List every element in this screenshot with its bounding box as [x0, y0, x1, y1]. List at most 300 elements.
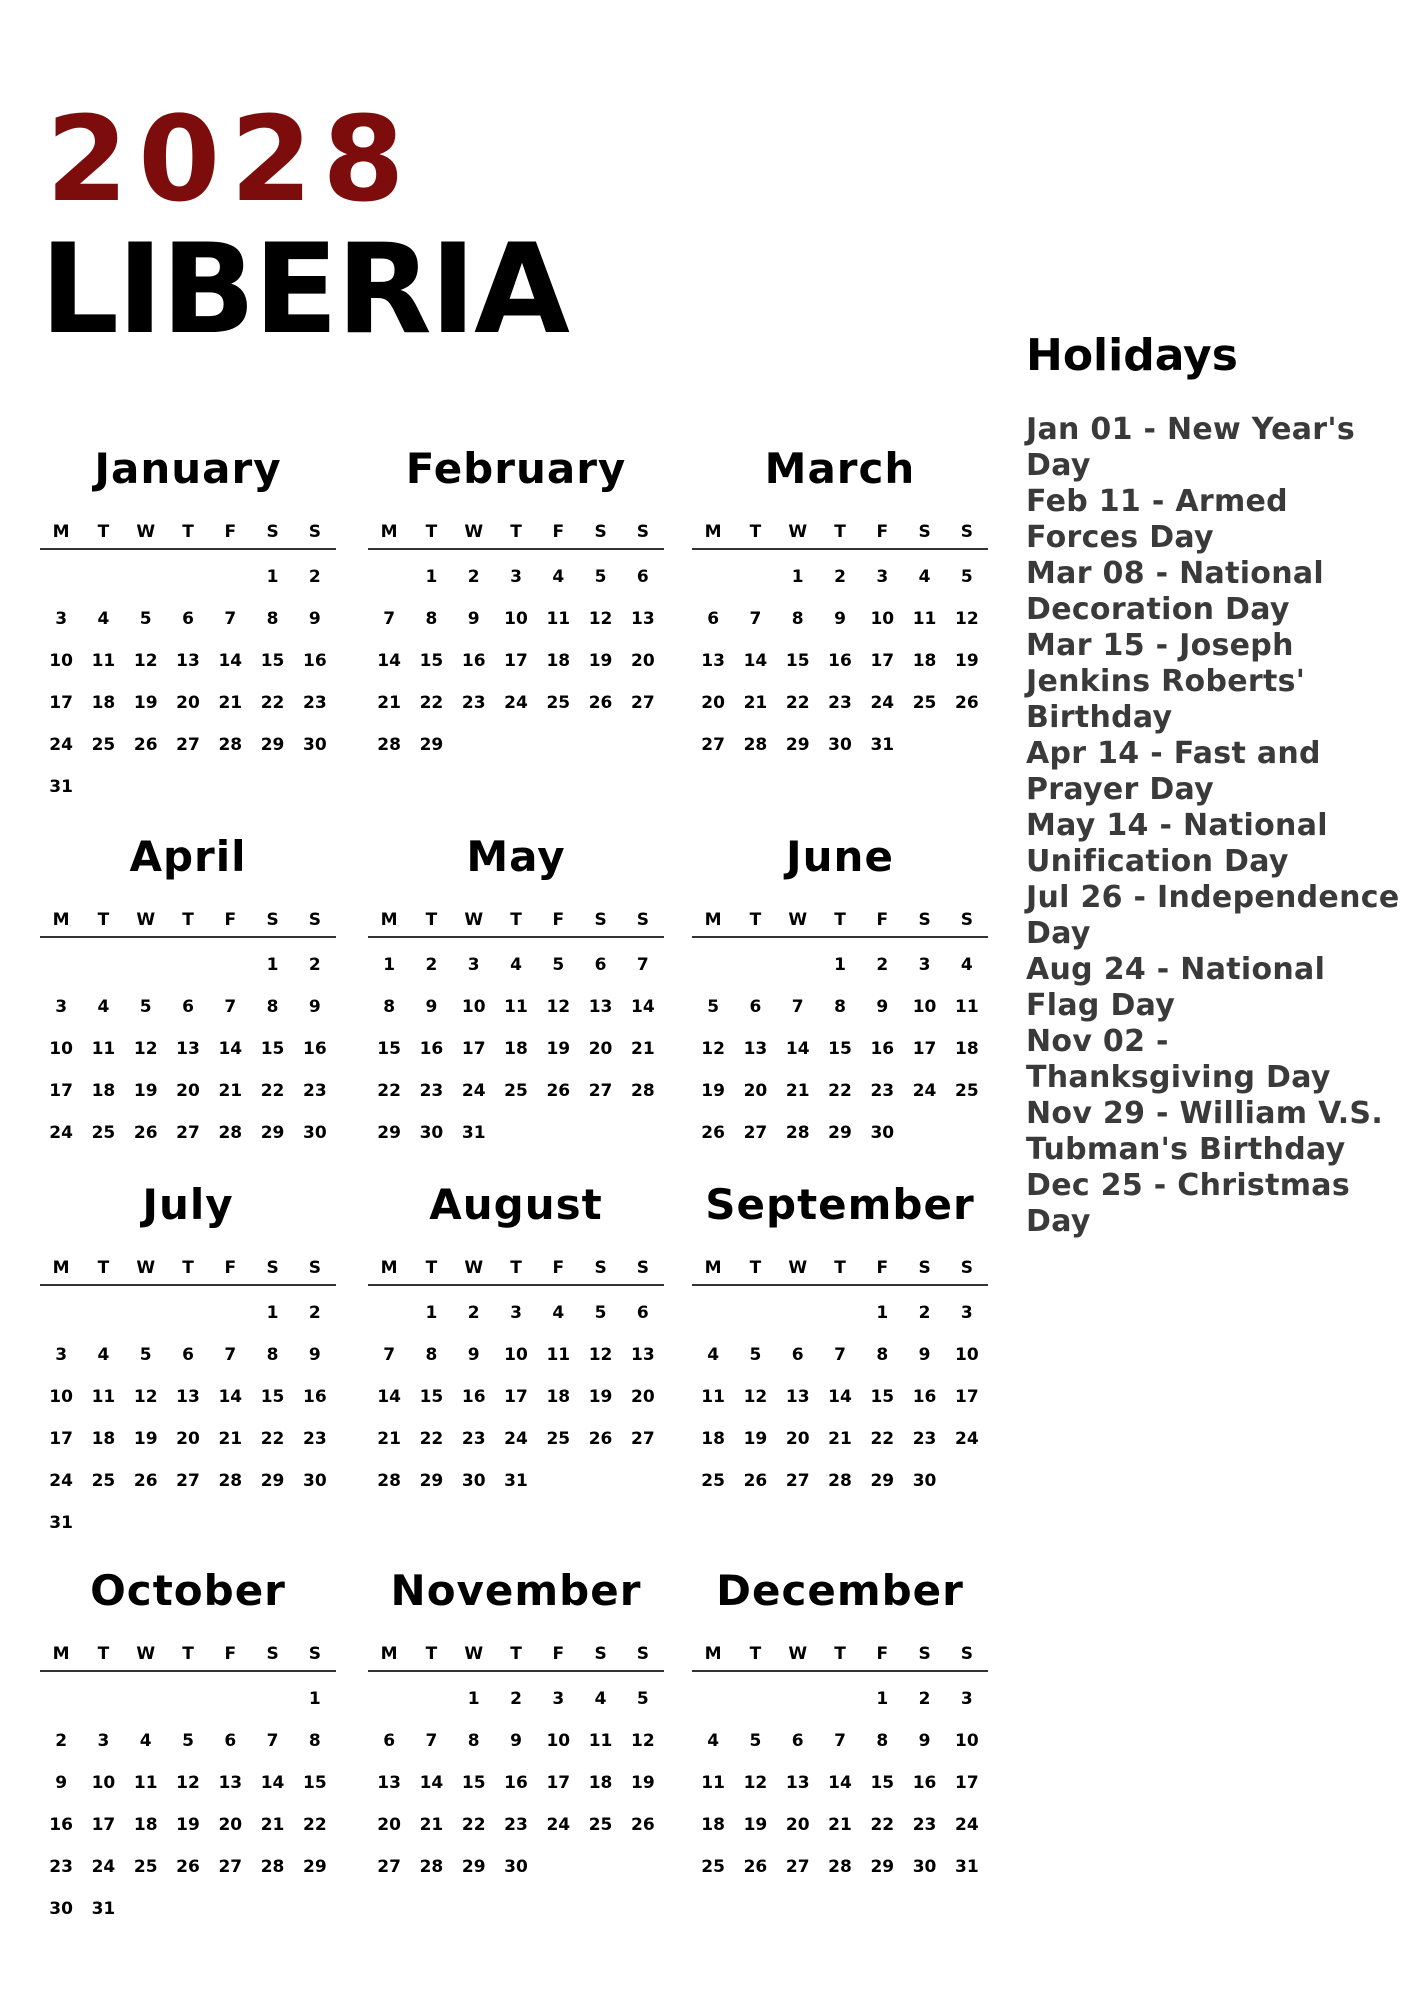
- day-number: 22: [303, 1815, 327, 1835]
- weekday-label: T: [97, 910, 110, 930]
- day-number: 7: [834, 1345, 846, 1365]
- day-grid: [692, 556, 988, 766]
- day-number: 17: [870, 651, 895, 671]
- empty-cell: [40, 944, 82, 986]
- day-number: 12: [133, 651, 158, 671]
- day-number: 22: [870, 1429, 895, 1449]
- day-number: 11: [504, 997, 528, 1017]
- day-number: 14: [260, 1773, 285, 1793]
- day-number: 31: [504, 1471, 528, 1491]
- day-number: 27: [218, 1857, 243, 1877]
- day-number: 26: [955, 693, 979, 713]
- day-number: 23: [461, 693, 486, 713]
- day-number: 6: [749, 997, 762, 1017]
- day-number: 13: [218, 1773, 243, 1793]
- day-number: 2: [876, 955, 889, 975]
- weekday-label: T: [182, 1644, 194, 1664]
- empty-cell: [82, 1678, 124, 1720]
- day-number: 13: [377, 1773, 401, 1793]
- day-number: 14: [743, 651, 768, 671]
- day-number: 3: [960, 1303, 973, 1323]
- day-number: 2: [308, 1303, 321, 1323]
- day-number: 21: [828, 1815, 852, 1835]
- day-number: 3: [918, 955, 931, 975]
- day-number: 28: [785, 1123, 810, 1143]
- day-number: 7: [383, 609, 396, 629]
- day-number: 7: [266, 1731, 279, 1751]
- weekday-label: F: [876, 910, 889, 930]
- day-number: 7: [224, 997, 237, 1017]
- day-number: 13: [631, 609, 655, 629]
- month-name: October: [90, 1566, 286, 1615]
- empty-cell: [777, 1292, 819, 1334]
- weekday-header: [368, 1252, 664, 1286]
- day-number: 25: [504, 1081, 528, 1101]
- day-number: 4: [707, 1731, 720, 1751]
- day-number: 17: [504, 1387, 528, 1407]
- day-number: 31: [461, 1123, 486, 1143]
- day-number: 15: [870, 1387, 895, 1407]
- day-number: 4: [97, 997, 110, 1017]
- day-number: 23: [870, 1081, 895, 1101]
- day-number: 24: [912, 1081, 937, 1101]
- day-number: 24: [870, 693, 895, 713]
- empty-cell: [40, 1292, 82, 1334]
- day-grid: [40, 944, 336, 1154]
- day-number: 5: [594, 1303, 607, 1323]
- day-number: 17: [546, 1773, 571, 1793]
- day-number: 1: [876, 1689, 889, 1709]
- day-number: 25: [912, 693, 937, 713]
- day-number: 28: [377, 1471, 401, 1491]
- day-number: 12: [701, 1039, 725, 1059]
- empty-cell: [410, 1678, 452, 1720]
- weekday-label: T: [749, 1258, 762, 1278]
- day-number: 21: [785, 1081, 810, 1101]
- weekday-label: F: [224, 1258, 237, 1278]
- day-number: 13: [176, 1387, 200, 1407]
- day-number: 30: [912, 1471, 937, 1491]
- day-number: 27: [176, 1471, 200, 1491]
- day-number: 22: [260, 1429, 285, 1449]
- day-number: 4: [918, 567, 931, 587]
- day-number: 28: [377, 735, 401, 755]
- day-number: 4: [960, 955, 973, 975]
- day-number: 11: [91, 651, 116, 671]
- day-number: 23: [828, 693, 852, 713]
- day-number: 19: [701, 1081, 725, 1101]
- day-number: 12: [588, 1345, 613, 1365]
- month-name: May: [466, 832, 566, 881]
- empty-cell: [40, 556, 82, 598]
- day-number: 18: [588, 1773, 613, 1793]
- day-number: 27: [701, 735, 725, 755]
- day-number: 17: [955, 1387, 979, 1407]
- day-number: 15: [461, 1773, 486, 1793]
- day-number: 3: [55, 1345, 68, 1365]
- weekday-label: F: [552, 910, 565, 930]
- day-number: 6: [182, 609, 194, 629]
- day-number: 5: [139, 609, 152, 629]
- weekday-label: S: [636, 1644, 649, 1664]
- day-number: 20: [631, 651, 655, 671]
- day-number: 10: [955, 1731, 979, 1751]
- holiday-item: Nov 29 - William V.S. Tubman's Birthday: [1026, 1096, 1384, 1167]
- day-number: 29: [260, 735, 285, 755]
- weekday-label: S: [918, 1258, 931, 1278]
- weekday-label: S: [960, 1258, 973, 1278]
- day-number: 2: [510, 1689, 522, 1709]
- day-number: 30: [870, 1123, 895, 1143]
- day-number: 1: [425, 1303, 438, 1323]
- day-number: 14: [218, 1039, 243, 1059]
- day-number: 18: [504, 1039, 528, 1059]
- day-number: 1: [467, 1689, 480, 1709]
- weekday-label: M: [704, 522, 722, 542]
- day-number: 31: [955, 1857, 979, 1877]
- day-number: 10: [49, 651, 73, 671]
- day-number: 15: [303, 1773, 327, 1793]
- weekday-header: [692, 1638, 988, 1672]
- day-number: 11: [133, 1773, 158, 1793]
- day-number: 7: [425, 1731, 438, 1751]
- weekday-label: F: [552, 1258, 565, 1278]
- weekday-label: S: [266, 522, 279, 542]
- day-number: 8: [791, 609, 804, 629]
- year-heading: 2028: [46, 90, 415, 228]
- day-number: 30: [303, 735, 327, 755]
- day-number: 27: [785, 1857, 810, 1877]
- day-number: 22: [419, 1429, 444, 1449]
- day-number: 3: [467, 955, 480, 975]
- day-number: 9: [308, 997, 321, 1017]
- day-number: 13: [588, 997, 613, 1017]
- day-number: 25: [546, 693, 571, 713]
- day-number: 19: [133, 1429, 158, 1449]
- holiday-item: Feb 11 - Armed Forces Day: [1026, 484, 1288, 555]
- day-number: 6: [182, 997, 194, 1017]
- day-number: 1: [791, 567, 804, 587]
- weekday-label: S: [918, 1644, 931, 1664]
- weekday-label: M: [380, 1644, 398, 1664]
- empty-cell: [777, 1678, 819, 1720]
- day-number: 22: [377, 1081, 401, 1101]
- day-number: 28: [260, 1857, 285, 1877]
- empty-cell: [734, 556, 776, 598]
- day-number: 16: [419, 1039, 444, 1059]
- day-number: 15: [419, 651, 444, 671]
- day-number: 4: [97, 609, 110, 629]
- weekday-label: S: [960, 1644, 973, 1664]
- day-number: 12: [743, 1773, 768, 1793]
- day-number: 10: [49, 1387, 73, 1407]
- day-number: 5: [636, 1689, 649, 1709]
- day-number: 20: [377, 1815, 401, 1835]
- empty-cell: [167, 556, 209, 598]
- weekday-label: T: [749, 1644, 762, 1664]
- day-number: 1: [266, 1303, 279, 1323]
- weekday-label: S: [918, 910, 931, 930]
- day-number: 16: [461, 651, 486, 671]
- day-number: 13: [785, 1387, 810, 1407]
- day-number: 29: [785, 735, 810, 755]
- weekday-label: M: [380, 910, 398, 930]
- day-number: 19: [133, 693, 158, 713]
- day-number: 21: [377, 693, 401, 713]
- weekday-label: M: [380, 1258, 398, 1278]
- day-number: 19: [588, 1387, 613, 1407]
- day-number: 21: [828, 1429, 852, 1449]
- weekday-label: T: [97, 1644, 110, 1664]
- empty-cell: [209, 556, 251, 598]
- day-number: 16: [912, 1773, 937, 1793]
- day-number: 31: [870, 735, 895, 755]
- holiday-item: Nov 02 - Thanksgiving Day: [1026, 1024, 1331, 1095]
- weekday-header: [692, 516, 988, 550]
- empty-cell: [82, 556, 124, 598]
- day-number: 27: [176, 735, 200, 755]
- day-number: 30: [461, 1471, 486, 1491]
- weekday-label: S: [266, 1644, 279, 1664]
- day-grid: [692, 1678, 988, 1888]
- weekday-label: M: [704, 910, 722, 930]
- day-number: 12: [631, 1731, 655, 1751]
- day-number: 3: [876, 567, 889, 587]
- weekday-label: T: [510, 910, 522, 930]
- weekday-label: T: [425, 1644, 438, 1664]
- day-number: 15: [419, 1387, 444, 1407]
- day-number: 6: [636, 567, 649, 587]
- weekday-header: [692, 904, 988, 938]
- day-number: 19: [743, 1429, 768, 1449]
- day-number: 13: [176, 1039, 200, 1059]
- weekday-label: S: [594, 1258, 607, 1278]
- empty-cell: [167, 1292, 209, 1334]
- empty-cell: [692, 1678, 734, 1720]
- weekday-label: S: [636, 910, 649, 930]
- weekday-label: T: [834, 522, 846, 542]
- empty-cell: [125, 1678, 167, 1720]
- day-number: 10: [870, 609, 895, 629]
- day-number: 16: [912, 1387, 937, 1407]
- empty-cell: [82, 1292, 124, 1334]
- month-name: June: [786, 832, 894, 881]
- day-number: 24: [546, 1815, 571, 1835]
- day-number: 1: [425, 567, 438, 587]
- day-number: 30: [303, 1123, 327, 1143]
- day-number: 30: [828, 735, 852, 755]
- month-name: September: [705, 1180, 975, 1229]
- day-number: 6: [594, 955, 607, 975]
- day-number: 6: [636, 1303, 649, 1323]
- day-number: 26: [133, 1123, 158, 1143]
- day-number: 3: [55, 997, 68, 1017]
- holiday-item: Apr 14 - Fast and Prayer Day: [1026, 736, 1321, 807]
- holiday-item: Dec 25 - Christmas Day: [1026, 1168, 1350, 1239]
- day-number: 26: [588, 1429, 613, 1449]
- day-number: 25: [701, 1857, 725, 1877]
- day-number: 25: [91, 735, 116, 755]
- day-number: 15: [870, 1773, 895, 1793]
- empty-cell: [734, 1678, 776, 1720]
- day-number: 12: [133, 1039, 158, 1059]
- day-number: 12: [743, 1387, 768, 1407]
- day-number: 18: [546, 651, 571, 671]
- weekday-label: S: [266, 1258, 279, 1278]
- day-number: 23: [49, 1857, 73, 1877]
- day-number: 26: [701, 1123, 725, 1143]
- weekday-label: T: [834, 1258, 846, 1278]
- day-number: 1: [308, 1689, 321, 1709]
- day-number: 4: [594, 1689, 607, 1709]
- day-number: 9: [834, 609, 846, 629]
- day-number: 8: [876, 1731, 889, 1751]
- day-number: 24: [49, 1471, 73, 1491]
- day-number: 24: [49, 1123, 73, 1143]
- day-number: 20: [743, 1081, 768, 1101]
- day-number: 4: [510, 955, 522, 975]
- day-number: 21: [419, 1815, 444, 1835]
- day-number: 2: [467, 1303, 480, 1323]
- day-number: 11: [91, 1039, 116, 1059]
- day-number: 11: [955, 997, 979, 1017]
- month-may: [368, 832, 664, 1154]
- day-number: 8: [834, 997, 846, 1017]
- day-number: 6: [383, 1731, 396, 1751]
- day-number: 24: [955, 1815, 979, 1835]
- month-june: [692, 832, 988, 1154]
- month-september: [692, 1180, 988, 1502]
- empty-cell: [819, 1678, 861, 1720]
- day-number: 15: [260, 1039, 285, 1059]
- holiday-item: Jan 01 - New Year's Day: [1026, 412, 1356, 483]
- day-number: 9: [425, 997, 438, 1017]
- weekday-label: S: [308, 522, 321, 542]
- weekday-label: T: [97, 522, 110, 542]
- day-grid: [692, 944, 988, 1154]
- day-number: 9: [467, 609, 480, 629]
- day-number: 20: [785, 1815, 810, 1835]
- day-number: 26: [588, 693, 613, 713]
- day-number: 9: [467, 1345, 480, 1365]
- day-number: 17: [49, 1081, 73, 1101]
- day-number: 8: [876, 1345, 889, 1365]
- day-number: 27: [588, 1081, 613, 1101]
- weekday-label: S: [960, 522, 973, 542]
- weekday-label: F: [552, 1644, 565, 1664]
- weekday-label: T: [425, 522, 438, 542]
- day-number: 9: [918, 1731, 931, 1751]
- empty-cell: [368, 556, 410, 598]
- day-number: 25: [701, 1471, 725, 1491]
- day-number: 1: [383, 955, 396, 975]
- weekday-header: [692, 1252, 988, 1286]
- empty-cell: [40, 1678, 82, 1720]
- empty-cell: [368, 1292, 410, 1334]
- country-heading: LIBERIA: [40, 218, 568, 362]
- weekday-label: M: [704, 1258, 722, 1278]
- holiday-list: [1026, 412, 1402, 1240]
- day-number: 12: [133, 1387, 158, 1407]
- weekday-label: W: [788, 910, 808, 930]
- day-number: 8: [308, 1731, 321, 1751]
- day-number: 27: [743, 1123, 768, 1143]
- day-number: 29: [260, 1123, 285, 1143]
- day-grid: [40, 556, 336, 808]
- weekday-label: S: [594, 522, 607, 542]
- day-number: 5: [552, 955, 565, 975]
- weekday-label: F: [224, 910, 237, 930]
- day-number: 2: [425, 955, 438, 975]
- day-number: 8: [266, 609, 279, 629]
- day-number: 3: [510, 567, 522, 587]
- day-number: 2: [308, 955, 321, 975]
- day-number: 10: [912, 997, 937, 1017]
- day-number: 28: [218, 1471, 243, 1491]
- day-number: 28: [419, 1857, 444, 1877]
- day-number: 19: [588, 651, 613, 671]
- day-number: 14: [218, 1387, 243, 1407]
- day-number: 23: [419, 1081, 444, 1101]
- day-number: 28: [743, 735, 768, 755]
- weekday-label: F: [224, 522, 237, 542]
- empty-cell: [734, 1292, 776, 1334]
- day-number: 11: [588, 1731, 613, 1751]
- day-number: 15: [785, 651, 810, 671]
- day-number: 17: [49, 1429, 73, 1449]
- day-number: 30: [504, 1857, 528, 1877]
- day-number: 28: [828, 1857, 852, 1877]
- day-number: 7: [636, 955, 649, 975]
- weekday-label: M: [52, 522, 70, 542]
- day-number: 22: [828, 1081, 852, 1101]
- day-number: 7: [749, 609, 762, 629]
- holiday-item: Jul 26 - Independence Day: [1026, 880, 1400, 951]
- weekday-label: T: [425, 1258, 438, 1278]
- day-number: 25: [133, 1857, 158, 1877]
- weekday-header: [368, 904, 664, 938]
- weekday-label: M: [52, 1258, 70, 1278]
- month-name: August: [429, 1180, 603, 1229]
- day-number: 29: [828, 1123, 852, 1143]
- day-number: 2: [467, 567, 480, 587]
- weekday-label: T: [749, 910, 762, 930]
- day-grid: [368, 1678, 664, 1888]
- day-number: 9: [308, 1345, 321, 1365]
- day-number: 3: [960, 1689, 973, 1709]
- day-number: 5: [960, 567, 973, 587]
- day-number: 10: [955, 1345, 979, 1365]
- day-number: 23: [912, 1815, 937, 1835]
- day-number: 29: [870, 1471, 895, 1491]
- day-number: 3: [97, 1731, 110, 1751]
- day-number: 9: [55, 1773, 68, 1793]
- day-number: 4: [97, 1345, 110, 1365]
- empty-cell: [368, 1678, 410, 1720]
- month-name: November: [390, 1566, 642, 1615]
- weekday-label: M: [52, 1644, 70, 1664]
- day-number: 11: [701, 1773, 725, 1793]
- day-number: 22: [870, 1815, 895, 1835]
- day-number: 10: [91, 1773, 116, 1793]
- month-name: December: [716, 1566, 964, 1615]
- holiday-item: Mar 15 - Joseph Jenkins Roberts' Birthday: [1026, 628, 1306, 735]
- day-number: 11: [701, 1387, 725, 1407]
- day-number: 8: [425, 1345, 438, 1365]
- day-number: 16: [504, 1773, 528, 1793]
- empty-cell: [209, 1678, 251, 1720]
- day-number: 28: [218, 1123, 243, 1143]
